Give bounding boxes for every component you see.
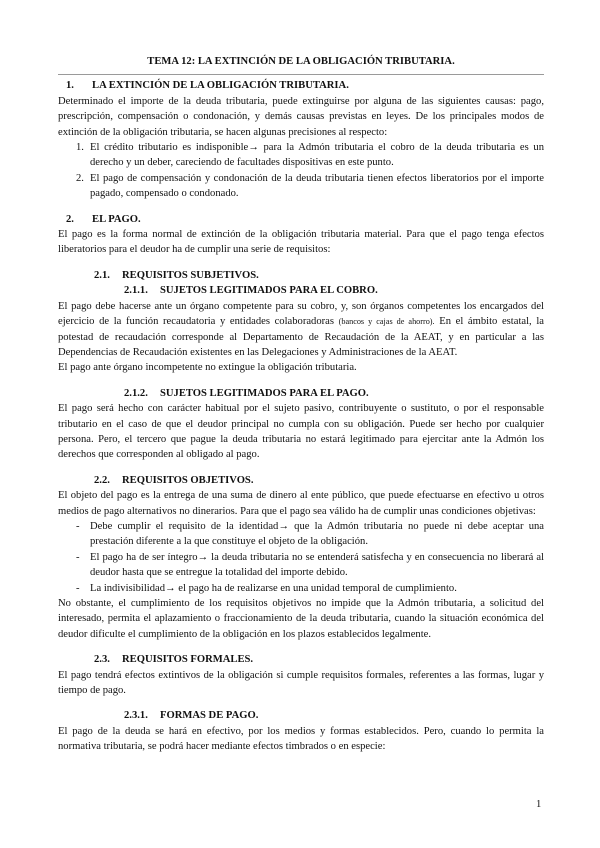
section-2-3-heading	[94, 652, 544, 667]
section-1-heading	[66, 78, 544, 93]
section-2-1-2-title: SUJETOS LEGITIMADOS PARA EL PAGO.	[160, 387, 369, 399]
list-marker: -	[76, 520, 80, 532]
list-item	[58, 519, 544, 550]
paragraph-text: En el ámbito estatal, la potestad de recaudación corresponde al Departamento de Recaudación de la AEAT, y en particular a las Dependencias de Recaudación existentes en las Delegaciones y Administraciones de la AEAT.	[58, 316, 544, 358]
section-1-list	[58, 140, 544, 202]
list-item-text: La indivisibilidad→ el pago ha de realizarse en una unidad temporal de cumplimiento.	[90, 582, 457, 594]
list-item	[58, 140, 544, 171]
section-2-3-paragraph: El pago tendrá efectos extintivos de la obligación si cumple requisitos formales, referentes a las formas, lugar y tiempo de pago.	[58, 669, 544, 697]
section-2-heading	[66, 212, 544, 227]
section-1-title: LA EXTINCIÓN DE LA OBLIGACIÓN TRIBUTARIA.	[92, 80, 349, 92]
section-2-intro: El pago es la forma normal de extinción de la obligación tributaria material. Para que el pago tenga efectos liberatorios para el deudor ha de cumplir una serie de requisitos:	[58, 229, 544, 256]
section-2-1-title: REQUISITOS SUBJETIVOS.	[122, 269, 259, 281]
title-divider	[58, 74, 544, 75]
section-2-3-number: 2.3.	[94, 654, 110, 666]
section-2-3-1-title: FORMAS DE PAGO.	[160, 710, 259, 722]
section-2-1-1-heading	[124, 283, 544, 298]
list-marker: 2.	[76, 172, 84, 184]
section-1-number: 1.	[66, 80, 74, 92]
section-2-number: 2.	[66, 213, 74, 225]
paragraph-note: (bancos y cajas de ahorro).	[338, 317, 435, 327]
list-item-text: Debe cumplir el requisito de la identidad→ que la Admón tributaria no puede ni debe aceptar una prestación diferente a la que constituye el objeto de la obligación.	[90, 520, 544, 548]
list-item-text: El pago ha de ser íntegro→ la deuda tributaria no se entenderá satisfecha y en consecuencia no liberará al deudor hasta que se entregue la totalidad del importe debido.	[90, 551, 544, 579]
section-2-1-1-title: SUJETOS LEGITIMADOS PARA EL COBRO.	[160, 285, 378, 297]
page-number: 1	[536, 799, 542, 810]
section-2-1-1-number: 2.1.1.	[124, 285, 148, 297]
section-2-1-number: 2.1.	[94, 269, 110, 281]
list-item-text: El pago de compensación y condonación de la deuda tributaria tienen efectos liberatorios por el importe pagado, compensado o condonado.	[90, 172, 544, 200]
section-2-1-heading	[94, 268, 544, 283]
list-item-text: El crédito tributario es indisponible→ para la Admón tributaria el cobro de la deuda tributaria es un derecho y un deber, careciendo de facultades dispositivas en este punto.	[90, 142, 544, 169]
section-2-1-2-number: 2.1.2.	[124, 387, 148, 399]
section-2-1-2-heading	[124, 386, 544, 401]
list-marker: -	[76, 582, 80, 594]
section-2-1-2-paragraph: El pago será hecho con carácter habitual por el sujeto pasivo, contribuyente o sustituto, o por el responsable tributario en el caso de que el deudor principal no cumpla con su obligación. Puede ser hecho por cualquier persona. Pero, el tercero que pague la deuda tributaria no estará legitimado para ejercitar ante la Admón los derechos que corresponden al obligado al pago.	[58, 403, 544, 461]
section-2-1-1-paragraph	[58, 299, 544, 361]
section-2-3-title: REQUISITOS FORMALES.	[122, 654, 254, 666]
section-2-3-1-paragraph: El pago de la deuda se hará en efectivo, por los medios y formas establecidos. Pero, cuando lo permita la normativa tributaria, se podrá hacer mediante efectos timbrados o en especie:	[58, 725, 544, 753]
list-marker: 1.	[76, 142, 84, 154]
section-2-2-closing: No obstante, el cumplimiento de los requisitos objetivos no impide que la Admón tributaria, a solicitud del interesado, permita el aplazamiento o fraccionamiento de la deuda tributaria, cuando la situación económica del deudor dificulte el cumplimiento de la obligación en los plazos establecidos legalmente.	[58, 598, 544, 640]
list-item	[58, 550, 544, 581]
paragraph-text: El pago debe hacerse ante un órgano competente para su cobro, y, son órganos competentes los encargados del ejercicio de la función recaudatoria y entidades colaboradoras	[58, 300, 544, 328]
section-2-1-1-note: El pago ante órgano incompetente no extingue la obligación tributaria.	[58, 362, 357, 374]
list-item	[58, 171, 544, 202]
section-2-2-number: 2.2.	[94, 474, 110, 486]
list-item	[58, 581, 544, 596]
section-2-3-1-number: 2.3.1.	[124, 710, 148, 722]
section-2-2-heading	[94, 473, 544, 488]
document-page	[58, 50, 544, 755]
list-marker: -	[76, 551, 80, 563]
section-2-2-list	[58, 519, 544, 596]
section-2-title: EL PAGO.	[92, 213, 141, 225]
section-2-2-title: REQUISITOS OBJETIVOS.	[122, 474, 254, 486]
section-2-3-1-heading	[124, 708, 544, 723]
section-2-2-intro: El objeto del pago es la entrega de una suma de dinero al ente público, que puede efectuarse en efectivo u otros medios de pago alternativos no dinerarios. Para que el pago sea válido ha de cumplir unas condiciones objetivas:	[58, 490, 544, 517]
document-title: TEMA 12: LA EXTINCIÓN DE LA OBLIGACIÓN TRIBUTARIA.	[147, 56, 455, 67]
section-1-intro: Determinado el importe de la deuda tributaria, puede extinguirse por alguna de las siguientes causas: pago, prescripción, compensación o condonación, y demás causas previstas en leyes. De los principales modos de extinción de la obligación tributaria, se hacen algunas precisiones al respecto:	[58, 95, 544, 138]
